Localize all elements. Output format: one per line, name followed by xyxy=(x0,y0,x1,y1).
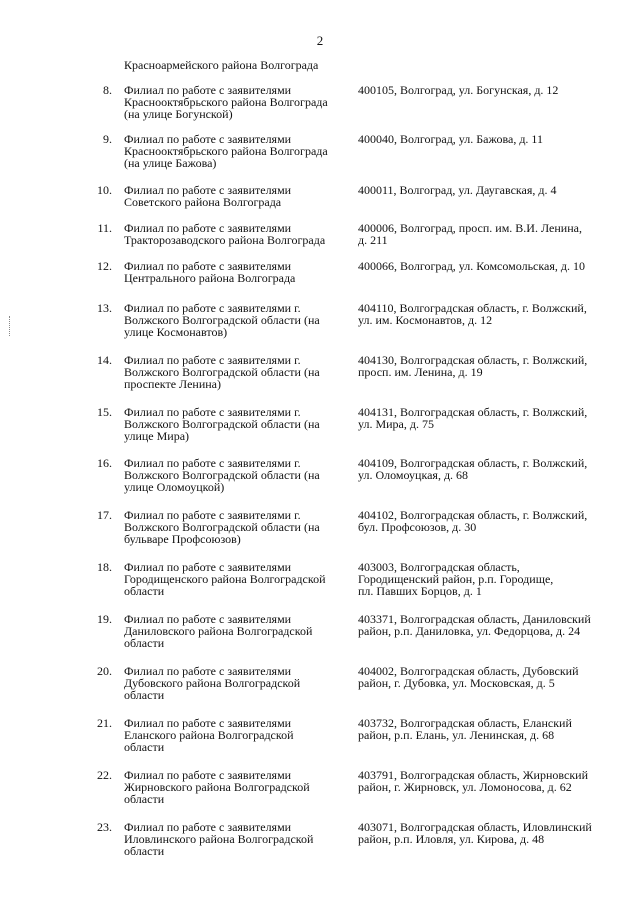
branch-address-line: 404102, Волгоградская область, г. Волжский, xyxy=(358,508,588,522)
branch-name-line: области xyxy=(124,688,165,702)
branch-name-line: Иловлинского района Волгоградской xyxy=(124,832,314,846)
branch-name xyxy=(124,821,356,857)
branch-address-line: район, р.п. Иловля, ул. Кирова, д. 48 xyxy=(358,832,545,846)
item-number: 16. xyxy=(97,456,112,470)
branch-address xyxy=(358,509,618,533)
list-item xyxy=(0,457,640,506)
branch-address xyxy=(358,406,618,430)
branch-name-line: Филиал по работе с заявителями xyxy=(124,132,292,146)
item-number: 15. xyxy=(97,405,112,419)
item-number: 11. xyxy=(97,221,112,235)
branch-name-line: Даниловского района Волгоградской xyxy=(124,624,313,638)
branch-address-line: ул. Оломоуцкая, д. 68 xyxy=(358,468,469,482)
branch-address-line: 404109, Волгоградская область, г. Волжский, xyxy=(358,456,588,470)
item-number: 12. xyxy=(97,259,112,273)
item-number: 8. xyxy=(103,83,112,97)
list-item xyxy=(0,717,640,766)
list-item xyxy=(0,613,640,662)
branch-address-line: 400040, Волгоград, ул. Бажова, д. 11 xyxy=(358,132,543,146)
branch-address-line: д. 211 xyxy=(358,233,388,247)
branch-name-line: (на улице Богунской) xyxy=(124,107,233,121)
list-item xyxy=(0,222,640,257)
branch-name-line: Жирновского района Волгоградской xyxy=(124,780,310,794)
branch-address-line: 400105, Волгоград, ул. Богунская, д. 12 xyxy=(358,83,559,97)
branch-name xyxy=(124,613,356,649)
branch-name xyxy=(124,354,356,390)
branch-name-line: Волжского Волгоградской области (на xyxy=(124,365,320,379)
branch-name-line: Филиал по работе с заявителями г. xyxy=(124,353,301,367)
branch-address-line: Городищенский район, р.п. Городище, xyxy=(358,572,554,586)
page-number: 2 xyxy=(316,33,324,48)
branch-address xyxy=(358,665,618,689)
branch-name-line: Волжского Волгоградской области (на xyxy=(124,417,320,431)
list-item xyxy=(0,184,640,219)
branch-name-line: улице Оломоуцкой) xyxy=(124,480,225,494)
branch-address-line: 403371, Волгоградская область, Даниловский xyxy=(358,612,591,626)
item-number: 22. xyxy=(97,768,112,782)
list-item xyxy=(0,769,640,818)
branch-name-line: Волжского Волгоградской области (на xyxy=(124,520,320,534)
list-item xyxy=(0,406,640,454)
branch-address-line: 404131, Волгоградская область, г. Волжский, xyxy=(358,405,588,419)
branch-address-line: пл. Павших Борцов, д. 1 xyxy=(358,584,482,598)
branch-name xyxy=(124,717,356,753)
branch-address-line: бул. Профсоюзов, д. 30 xyxy=(358,520,477,534)
list-item xyxy=(0,509,640,558)
branch-name-line: Филиал по работе с заявителями xyxy=(124,560,292,574)
branch-name xyxy=(124,561,356,597)
item-number: 18. xyxy=(97,560,112,574)
branch-name-line: Филиал по работе с заявителями xyxy=(124,768,292,782)
branch-name-line: Филиал по работе с заявителями xyxy=(124,183,292,197)
branch-name-line: проспекте Ленина) xyxy=(124,377,222,391)
branch-name-line: Дубовского района Волгоградской xyxy=(124,676,301,690)
branch-name-line: Филиал по работе с заявителями xyxy=(124,664,292,678)
list-item xyxy=(0,302,640,351)
branch-name-line: Филиал по работе с заявителями xyxy=(124,716,292,730)
item-number: 9. xyxy=(103,132,112,146)
branch-name-line: области xyxy=(124,844,165,858)
branch-name-line: Волжского Волгоградской области (на xyxy=(124,313,320,327)
branch-name xyxy=(124,302,356,338)
branch-name-line: Филиал по работе с заявителями г. xyxy=(124,405,301,419)
branch-address-line: ул. им. Космонавтов, д. 12 xyxy=(358,313,493,327)
branch-address-line: 403732, Волгоградская область, Еланский xyxy=(358,716,572,730)
branch-address-line: район, г. Жирновск, ул. Ломоносова, д. 62 xyxy=(358,780,572,794)
branch-address xyxy=(358,769,618,793)
branch-name xyxy=(124,133,356,169)
branch-name-line: Еланского района Волгоградской xyxy=(124,728,294,742)
item-number: 21. xyxy=(97,716,112,730)
branch-name xyxy=(124,184,356,208)
item-number: 10. xyxy=(97,183,112,197)
branch-name xyxy=(124,769,356,805)
continuation-line: Красноармейского района Волгограда xyxy=(124,58,319,72)
branch-address xyxy=(358,260,618,272)
branch-name-line: Филиал по работе с заявителями xyxy=(124,221,292,235)
branch-name-line: Тракторозаводского района Волгограда xyxy=(124,233,326,247)
list-item xyxy=(0,561,640,610)
branch-address-line: 404002, Волгоградская область, Дубовский xyxy=(358,664,579,678)
branch-name xyxy=(124,222,356,246)
branch-address-line: просп. им. Ленина, д. 19 xyxy=(358,365,483,379)
item-number: 13. xyxy=(97,301,112,315)
branch-name-line: Краснооктябрьского района Волгограда xyxy=(124,95,328,109)
branch-name xyxy=(124,509,356,545)
branch-name-line: Филиал по работе с заявителями г. xyxy=(124,508,301,522)
branch-address xyxy=(358,84,618,96)
branch-address-line: район, г. Дубовка, ул. Московская, д. 5 xyxy=(358,676,555,690)
branch-address-line: 403791, Волгоградская область, Жирновский xyxy=(358,768,588,782)
branch-address xyxy=(358,354,618,378)
branch-address-line: 404110, Волгоградская область, г. Волжский, xyxy=(358,301,587,315)
branch-name-line: Советского района Волгограда xyxy=(124,195,282,209)
list-item xyxy=(0,133,640,181)
branch-address-line: ул. Мира, д. 75 xyxy=(358,417,434,431)
branch-address xyxy=(358,222,618,246)
branch-name-line: Филиал по работе с заявителями г. xyxy=(124,301,301,315)
branch-name-line: Городищенского района Волгоградской xyxy=(124,572,326,586)
branch-name xyxy=(124,406,356,442)
branch-name xyxy=(124,260,356,284)
branch-address xyxy=(358,613,618,637)
branch-address xyxy=(358,184,618,196)
branch-name-line: Филиал по работе с заявителями xyxy=(124,259,292,273)
branch-name-line: Филиал по работе с заявителями xyxy=(124,612,292,626)
item-number: 14. xyxy=(97,353,112,367)
branch-name-line: области xyxy=(124,740,165,754)
item-number: 23. xyxy=(97,820,112,834)
branch-address-line: 400011, Волгоград, ул. Даугавская, д. 4 xyxy=(358,183,557,197)
item-number: 17. xyxy=(97,508,112,522)
branch-name-line: Филиал по работе с заявителями xyxy=(124,820,292,834)
branch-name xyxy=(124,84,356,120)
item-number: 19. xyxy=(97,612,112,626)
branch-address xyxy=(358,561,618,597)
branch-name-line: области xyxy=(124,636,165,650)
list-item xyxy=(0,665,640,714)
branch-address-line: 400066, Волгоград, ул. Комсомольская, д. 10 xyxy=(358,259,585,273)
branch-address xyxy=(358,133,618,145)
list-item xyxy=(0,354,640,403)
branch-address xyxy=(358,821,618,845)
branch-name-line: Филиал по работе с заявителями г. xyxy=(124,456,301,470)
branch-name-line: Краснооктябрьского района Волгограда xyxy=(124,144,328,158)
branch-address-line: 403003, Волгоградская область, xyxy=(358,560,520,574)
branch-name-line: Волжского Волгоградской области (на xyxy=(124,468,320,482)
item-number: 20. xyxy=(97,664,112,678)
branch-address-line: район, р.п. Елань, ул. Ленинская, д. 68 xyxy=(358,728,555,742)
branch-address-line: район, р.п. Даниловка, ул. Федорцова, д. 24 xyxy=(358,624,581,638)
branch-name-line: области xyxy=(124,584,165,598)
branch-address-line: 404130, Волгоградская область, г. Волжский, xyxy=(358,353,588,367)
branch-name-line: бульваре Профсоюзов) xyxy=(124,532,241,546)
branch-name-line: Центрального района Волгограда xyxy=(124,271,296,285)
branch-address-line: 403071, Волгоградская область, Иловлинский xyxy=(358,820,592,834)
list-item xyxy=(0,821,640,867)
branch-name xyxy=(124,665,356,701)
branch-name-line: области xyxy=(124,792,165,806)
branch-address xyxy=(358,457,618,481)
branch-name-line: улице Мира) xyxy=(124,429,190,443)
branch-name-line: Филиал по работе с заявителями xyxy=(124,83,292,97)
branch-address-line: 400006, Волгоград, просп. им. В.И. Ленина, xyxy=(358,221,582,235)
branch-name-line: улице Космонавтов) xyxy=(124,325,228,339)
list-item xyxy=(0,84,640,130)
branch-address xyxy=(358,302,618,326)
list-item xyxy=(0,260,640,299)
branch-name xyxy=(124,457,356,493)
branch-address xyxy=(358,717,618,741)
branch-name-line: (на улице Бажова) xyxy=(124,156,217,170)
